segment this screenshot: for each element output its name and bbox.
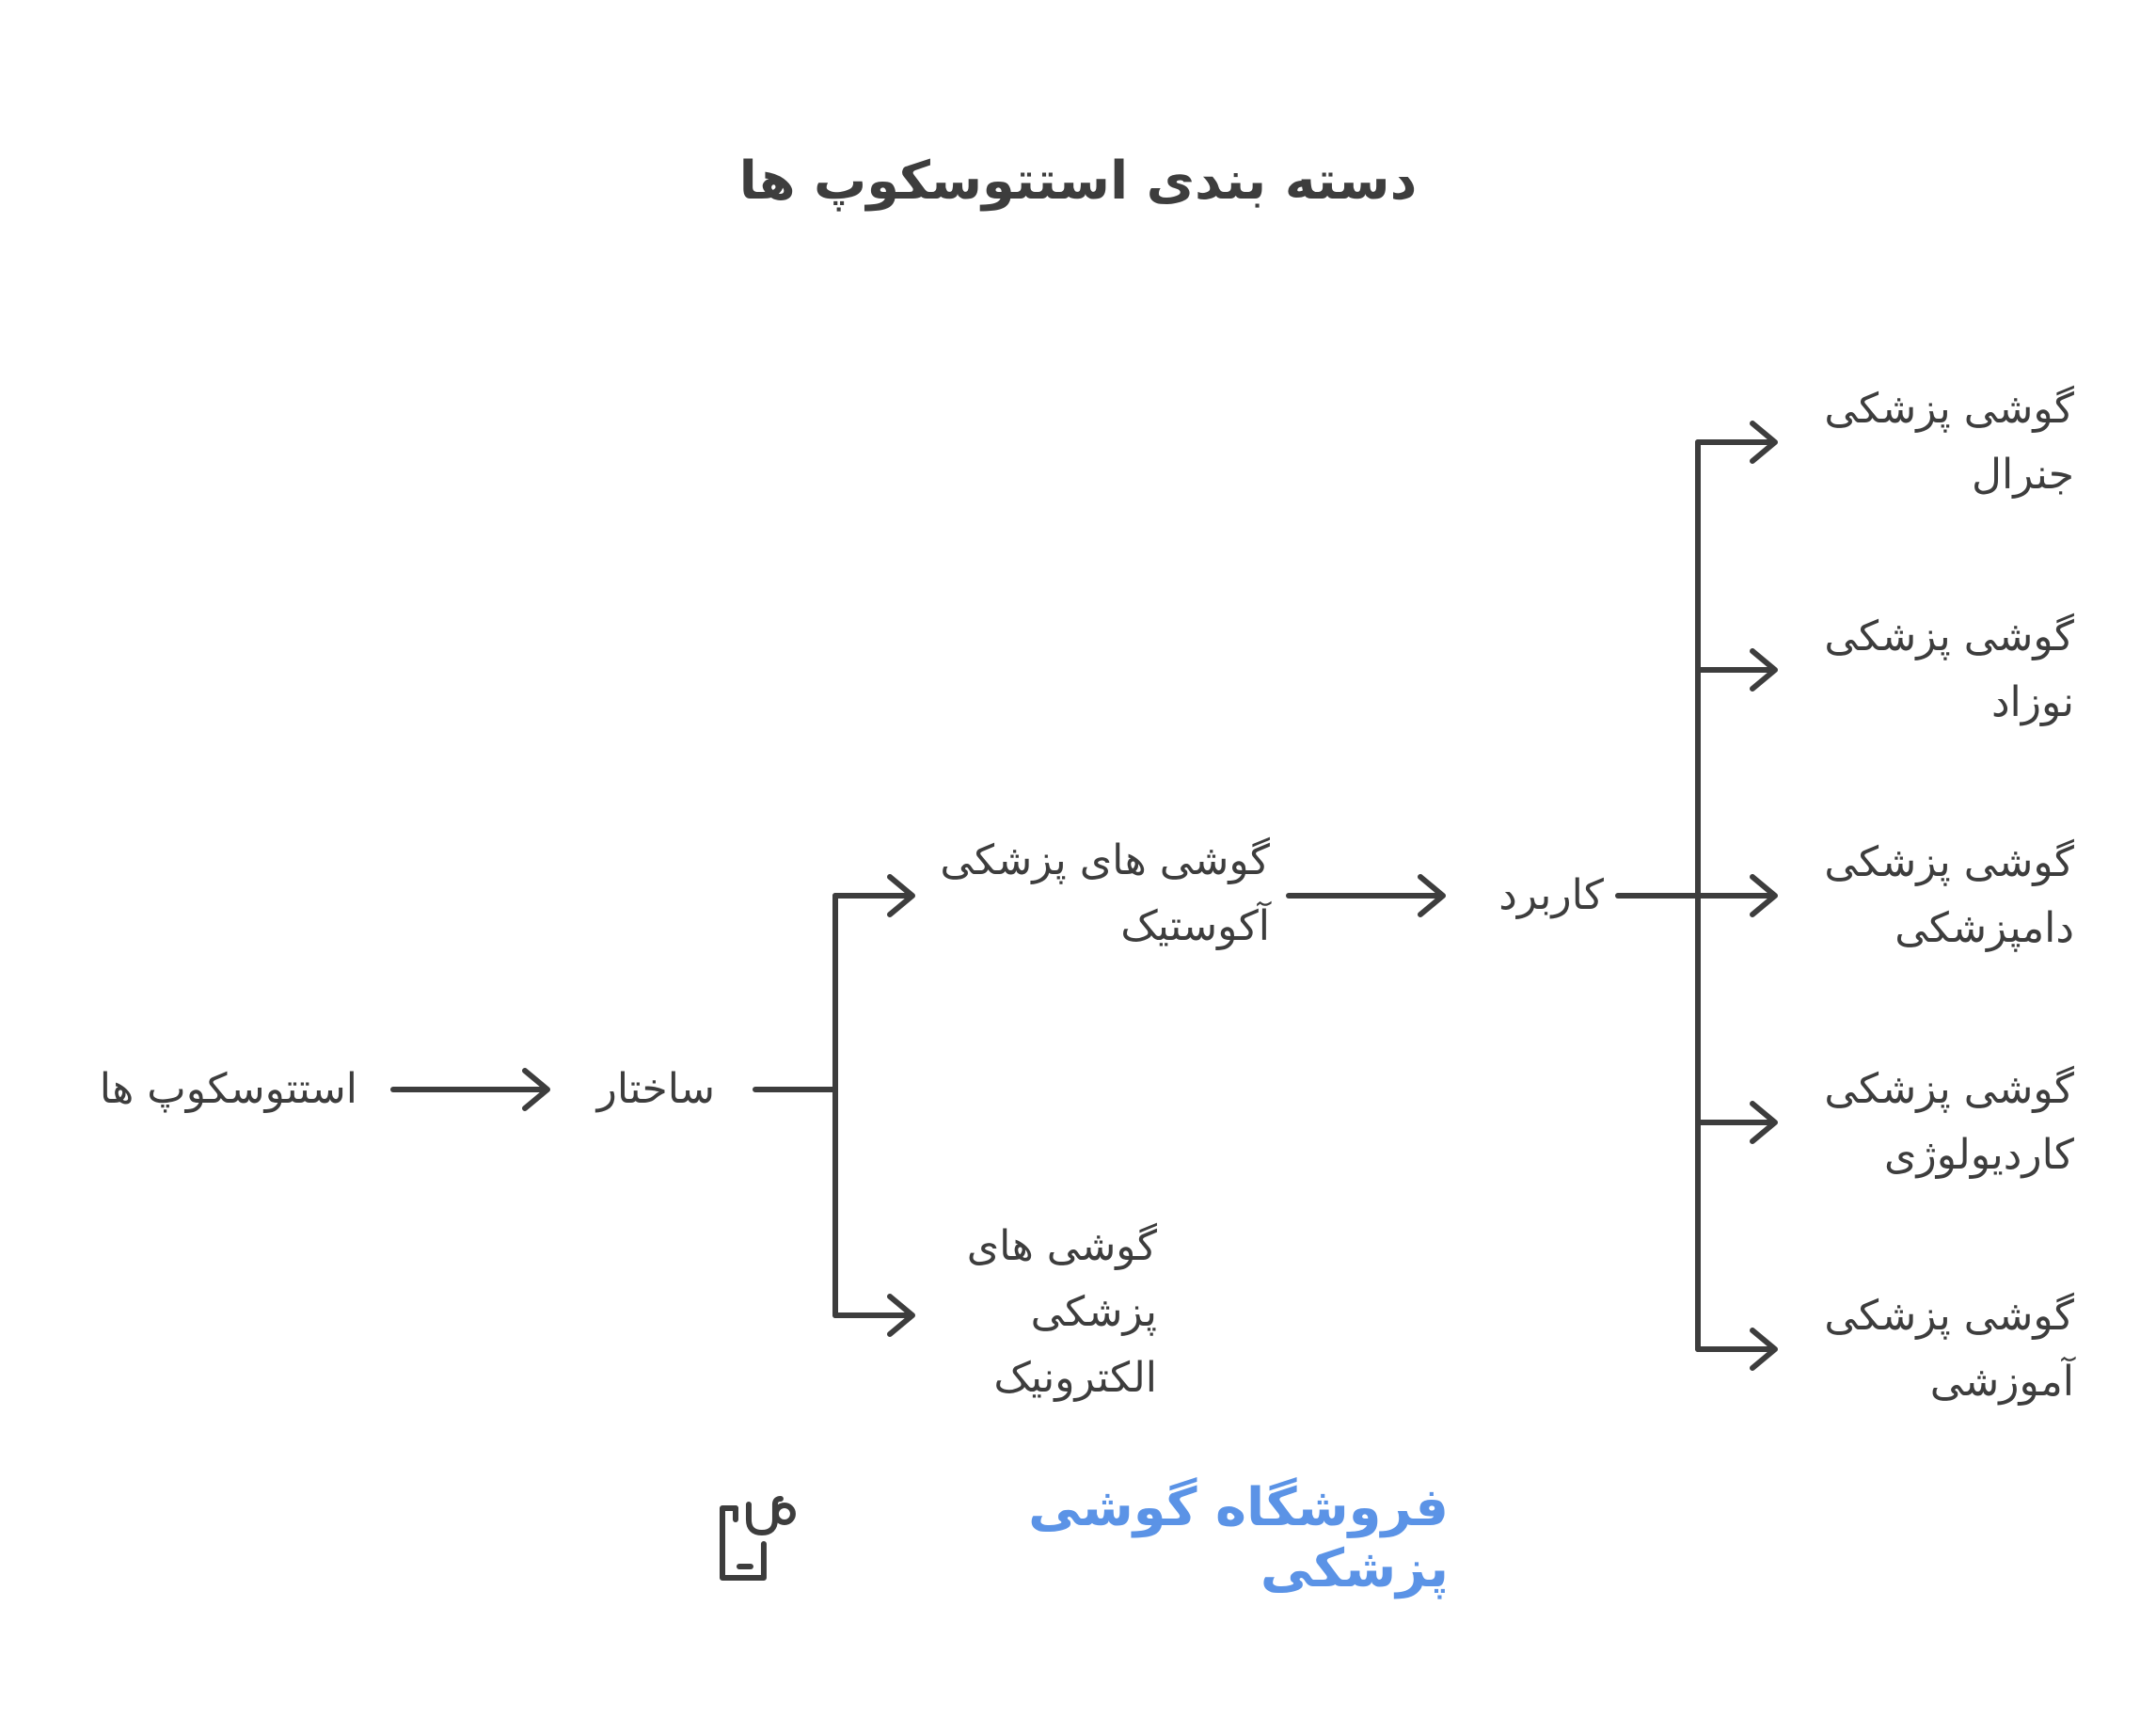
node-structure: ساختار — [596, 1065, 715, 1113]
stethoscope-icon — [715, 1491, 800, 1585]
arrow-to-neonatal — [1698, 651, 1775, 689]
brand-footer — [715, 1477, 1449, 1599]
connector-structure-branch — [755, 896, 835, 1315]
node-neonatal: گوشی پزشکی نوزاد — [1824, 612, 2074, 726]
arrow-to-educational — [1698, 1330, 1775, 1368]
node-cardiology: گوشی پزشکی کاردیولوژی — [1824, 1065, 2074, 1179]
node-usage: کاربرد — [1498, 871, 1604, 919]
node-root: استتوسکوپ ها — [99, 1065, 357, 1113]
brand-name: فروشگاه گوشی پزشکی — [1028, 1477, 1449, 1599]
node-veterinary: گوشی پزشکی دامپزشکی — [1824, 838, 2074, 952]
node-general: گوشی پزشکی جنرال — [1824, 385, 2074, 499]
arrow-acoustic-to-usage — [1289, 877, 1443, 915]
arrow-to-acoustic — [835, 877, 912, 915]
connector-usage-branch — [1618, 442, 1698, 1349]
arrow-to-cardiology — [1698, 1104, 1775, 1141]
node-acoustic: گوشی های پزشکی آکوستیک — [940, 836, 1270, 950]
diagram-title: دسته بندی استتوسکوپ ها — [738, 151, 1418, 212]
arrow-root-to-structure — [393, 1071, 547, 1108]
node-electronic: گوشی های پزشکی الکترونیک — [966, 1222, 1157, 1402]
arrow-to-general — [1698, 423, 1775, 461]
node-educational: گوشی پزشکی آموزشی — [1824, 1292, 2074, 1406]
arrow-to-electronic — [835, 1296, 912, 1334]
arrow-to-veterinary — [1698, 877, 1775, 915]
